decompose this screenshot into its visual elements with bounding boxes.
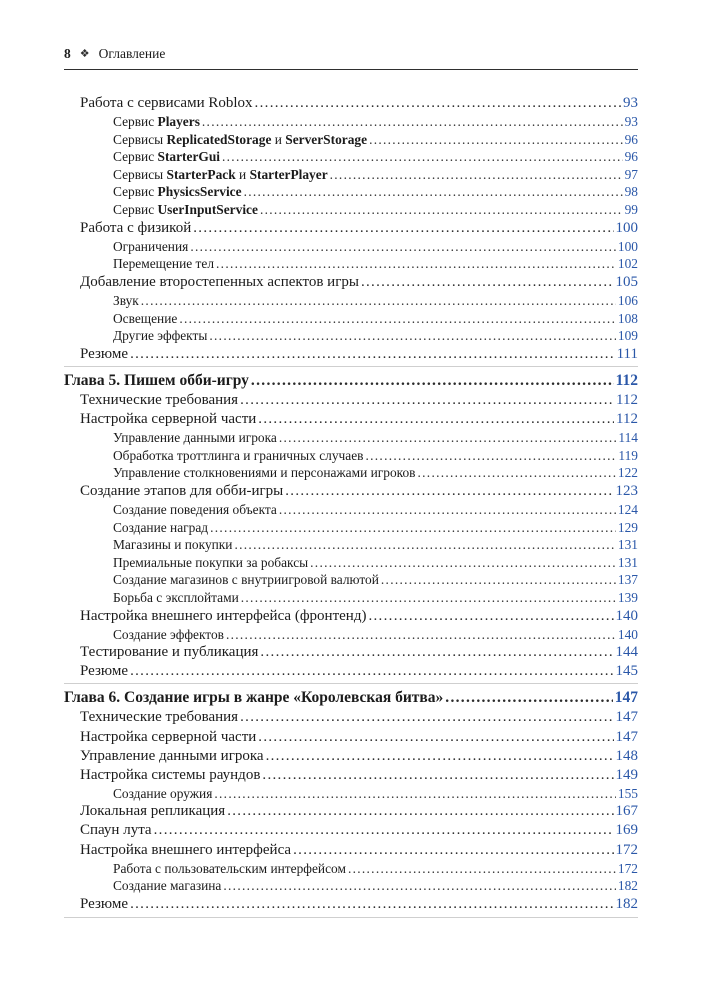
toc-entry[interactable]	[64, 148, 638, 166]
toc-entry[interactable]	[64, 447, 638, 465]
toc-page-number[interactable]: 93	[624, 114, 638, 130]
toc-entry[interactable]	[64, 728, 638, 747]
toc-entry-title: Тестирование и публикация	[80, 644, 259, 661]
toc-entry[interactable]	[64, 708, 638, 727]
toc-page-number[interactable]: 111	[616, 345, 638, 362]
page-header	[64, 46, 638, 70]
page-number: 8	[64, 46, 71, 61]
leader-dots-icon	[293, 841, 613, 860]
toc-entry[interactable]	[64, 643, 638, 662]
toc-page-number[interactable]: 139	[617, 589, 638, 605]
toc-entry[interactable]	[64, 464, 638, 482]
toc-page-number[interactable]: 112	[616, 411, 638, 427]
toc-chapter-entry[interactable]	[64, 366, 638, 391]
toc-entry[interactable]	[64, 785, 638, 803]
toc-entry-title: Создание магазинов с внутриигровой валютой	[113, 572, 379, 588]
leader-dots-icon	[255, 94, 621, 113]
toc-page-number[interactable]: 119	[618, 447, 638, 463]
leader-dots-icon	[251, 370, 614, 391]
toc-page-number[interactable]: 102	[617, 256, 638, 272]
toc-entry-title: Работа с сервисами Roblox	[80, 95, 253, 111]
toc-page-number[interactable]: 131	[617, 554, 638, 570]
toc-entry[interactable]	[64, 166, 638, 184]
toc-entry[interactable]	[64, 554, 638, 572]
toc-page-number[interactable]: 137	[617, 572, 638, 588]
toc-entry[interactable]	[64, 273, 638, 292]
toc-page-number[interactable]: 182	[617, 878, 638, 894]
toc-entry[interactable]	[64, 201, 638, 219]
toc-page-number[interactable]: 96	[624, 149, 638, 165]
toc-entry[interactable]	[64, 345, 638, 364]
leader-dots-icon	[381, 571, 616, 589]
leader-dots-icon	[279, 429, 617, 447]
toc-page-number[interactable]: 96	[624, 131, 638, 147]
ornament-icon: ❖	[79, 48, 90, 60]
toc-entry-title: Создание наград	[113, 519, 209, 535]
toc-entry[interactable]	[64, 94, 638, 113]
toc-page-number[interactable]: 140	[617, 626, 638, 642]
leader-dots-icon	[130, 662, 613, 681]
toc-entry-title: Добавление второстепенных аспектов игры	[80, 273, 359, 290]
leader-dots-icon	[258, 728, 613, 747]
leader-dots-icon	[348, 860, 616, 878]
toc-entry-title: Технические требования	[80, 709, 239, 726]
toc-entry-title: Настройка серверной части	[80, 411, 257, 427]
leader-dots-icon	[310, 554, 616, 572]
leader-dots-icon	[260, 201, 623, 219]
toc-page-number[interactable]: 131	[617, 537, 638, 553]
toc-entry[interactable]	[64, 519, 638, 537]
toc-entry-title: Резюме	[80, 345, 129, 362]
toc-page-number[interactable]: 93	[623, 95, 638, 111]
leader-dots-icon	[266, 747, 614, 766]
toc-page-number[interactable]: 100	[617, 238, 638, 254]
leader-dots-icon	[244, 183, 623, 201]
toc-page-number[interactable]: 112	[616, 391, 638, 408]
header-title: Оглавление	[98, 46, 166, 61]
toc-page-number[interactable]: 122	[617, 465, 638, 481]
toc-chapter-entry[interactable]	[64, 683, 638, 708]
toc-entry-title: Обработка троттлинга и граничных случаев	[113, 447, 364, 463]
toc-page-number[interactable]: 106	[617, 293, 638, 309]
toc-entry-title: Настройка внешнего интерфейса	[80, 841, 292, 858]
toc-list	[64, 94, 638, 918]
leader-dots-icon	[258, 410, 614, 429]
toc-page-number[interactable]: 140	[615, 607, 638, 624]
toc-entry-title: Сервис PhysicsService	[113, 184, 242, 200]
toc-entry-title: Создание поведения объекта	[113, 501, 277, 517]
toc-page-number[interactable]: 169	[615, 822, 638, 839]
toc-page-number[interactable]: 147	[615, 728, 638, 745]
leader-dots-icon	[330, 166, 623, 184]
leader-dots-icon	[214, 785, 616, 803]
toc-entry-title: Резюме	[80, 663, 129, 680]
toc-entry[interactable]	[64, 766, 638, 785]
toc-entry-title: Управление столкновениями и персонажами игроков	[113, 465, 416, 481]
toc-entry-title: Настройка серверной части	[80, 728, 257, 745]
toc-page-number[interactable]: 97	[624, 166, 638, 182]
leader-dots-icon	[279, 501, 616, 519]
leader-dots-icon	[210, 519, 616, 537]
toc-entry-title: Звук	[113, 293, 139, 309]
toc-entry[interactable]	[64, 589, 638, 607]
leader-dots-icon	[141, 292, 616, 310]
toc-entry[interactable]	[64, 536, 638, 554]
toc-entry-title: Другие эффекты	[113, 328, 208, 344]
toc-page-number[interactable]: 100	[615, 219, 638, 236]
toc-entry-title: Перемещение тел	[113, 256, 215, 272]
toc-page-number[interactable]: 149	[615, 766, 638, 783]
toc-page-number[interactable]: 148	[615, 747, 638, 764]
toc-page-number[interactable]: 182	[615, 895, 638, 912]
leader-dots-icon	[365, 447, 616, 465]
toc-page-number[interactable]: 147	[614, 689, 638, 707]
toc-entry-title: Сервисы ReplicatedStorage и ServerStorage	[113, 131, 368, 147]
toc-entry[interactable]	[64, 571, 638, 589]
leader-dots-icon	[216, 255, 616, 273]
leader-dots-icon	[223, 877, 616, 895]
leader-dots-icon	[285, 482, 613, 501]
toc-page-number[interactable]: 112	[615, 371, 638, 389]
toc-entry-title: Сервис Players	[113, 114, 200, 130]
toc-page-number[interactable]: 99	[624, 202, 638, 218]
toc-page-number[interactable]: 144	[615, 644, 638, 661]
toc-entry-title: Борьба с эксплойтами	[113, 589, 239, 605]
toc-entry-title: Магазины и покупки	[113, 537, 233, 553]
toc-entry-title: Резюме	[80, 895, 129, 912]
toc-entry[interactable]	[64, 802, 638, 821]
toc-entry[interactable]	[64, 501, 638, 519]
toc-entry[interactable]	[64, 860, 638, 878]
toc-entry[interactable]	[64, 410, 638, 429]
toc-entry[interactable]	[64, 482, 638, 501]
toc-entry[interactable]	[64, 131, 638, 149]
toc-page-number[interactable]: 155	[617, 785, 638, 801]
leader-dots-icon	[241, 589, 616, 607]
toc-entry[interactable]	[64, 238, 638, 256]
toc-entry-title: Создание этапов для обби-игры	[80, 482, 284, 499]
toc-page-number[interactable]: 172	[617, 860, 638, 876]
toc-entry[interactable]	[64, 255, 638, 273]
toc-entry-title: Сервисы StarterPack и StarterPlayer	[113, 166, 328, 182]
toc-entry[interactable]	[64, 327, 638, 345]
toc-page-number[interactable]: 109	[617, 328, 638, 344]
toc-page-number[interactable]: 129	[617, 519, 638, 535]
toc-entry[interactable]	[64, 183, 638, 201]
leader-dots-icon	[227, 802, 613, 821]
toc-entry-title: Глава 6. Создание игры в жанре «Королевская битва»	[64, 689, 444, 707]
leader-dots-icon	[418, 464, 616, 482]
toc-entry-title: Ограничения	[113, 238, 189, 254]
toc-entry[interactable]	[64, 429, 638, 447]
toc-entry-title: Работа с физикой	[80, 219, 192, 236]
leader-dots-icon	[179, 310, 616, 328]
toc-entry[interactable]	[64, 662, 638, 681]
toc-entry-title: Создание магазина	[113, 878, 222, 894]
toc-page-number[interactable]: 105	[615, 273, 638, 290]
toc-entry-title: Создание оружия	[113, 785, 213, 801]
toc-entry-title: Освещение	[113, 310, 178, 326]
toc-page-number[interactable]: 123	[615, 482, 638, 499]
leader-dots-icon	[234, 536, 615, 554]
toc-entry-title: Настройка системы раундов	[80, 766, 261, 783]
toc-entry-title: Технические требования	[80, 391, 239, 408]
leader-dots-icon	[222, 148, 623, 166]
toc-page-number[interactable]: 124	[617, 501, 638, 517]
toc-page-number[interactable]: 147	[615, 709, 638, 726]
leader-dots-icon	[361, 273, 614, 292]
leader-dots-icon	[240, 708, 613, 727]
toc-page-number[interactable]: 114	[618, 430, 638, 446]
toc-entry[interactable]	[64, 607, 638, 626]
toc-entry[interactable]	[64, 877, 638, 895]
toc-entry[interactable]	[64, 747, 638, 766]
toc-entry-title: Работа с пользовательским интерфейсом	[113, 860, 346, 876]
toc-entry[interactable]	[64, 292, 638, 310]
leader-dots-icon	[240, 391, 614, 410]
toc-entry[interactable]	[64, 310, 638, 328]
toc-entry-title: Глава 5. Пишем обби-игру	[64, 371, 249, 389]
toc-entry-title: Создание эффектов	[113, 626, 224, 642]
leader-dots-icon	[226, 626, 616, 644]
toc-page-number[interactable]: 145	[615, 663, 638, 680]
leader-dots-icon	[209, 327, 616, 345]
toc-entry-title: Управление данными игрока	[80, 747, 264, 764]
leader-dots-icon	[445, 687, 612, 708]
leader-dots-icon	[130, 345, 615, 364]
toc-page-number[interactable]: 108	[617, 310, 638, 326]
toc-entry-title: Сервис StarterGui	[113, 149, 220, 165]
toc-entry[interactable]	[64, 219, 638, 238]
leader-dots-icon	[193, 219, 613, 238]
toc-entry-title: Управление данными игрока	[113, 430, 277, 446]
toc-page-number[interactable]: 167	[615, 803, 638, 820]
leader-dots-icon	[190, 238, 616, 256]
toc-entry[interactable]	[64, 821, 638, 840]
leader-dots-icon	[202, 113, 623, 131]
leader-dots-icon	[368, 607, 613, 626]
toc-entry-title: Сервис UserInputService	[113, 202, 258, 218]
toc-entry[interactable]	[64, 895, 638, 914]
toc-entry[interactable]	[64, 626, 638, 644]
leader-dots-icon	[262, 766, 613, 785]
leader-dots-icon	[130, 895, 613, 914]
toc-page-number[interactable]: 98	[624, 184, 638, 200]
toc-entry[interactable]	[64, 841, 638, 860]
toc-entry-title: Премиальные покупки за робаксы	[113, 554, 309, 570]
leader-dots-icon	[369, 131, 623, 149]
toc-entry[interactable]	[64, 391, 638, 410]
leader-dots-icon	[154, 821, 614, 840]
leader-dots-icon	[260, 643, 613, 662]
toc-entry-title: Локальная репликация	[80, 803, 226, 820]
toc-page-number[interactable]: 172	[615, 841, 638, 858]
toc-entry[interactable]	[64, 113, 638, 131]
toc-entry-title: Настройка внешнего интерфейса (фронтенд)	[80, 607, 367, 624]
toc-entry-title: Спаун лута	[80, 822, 152, 839]
